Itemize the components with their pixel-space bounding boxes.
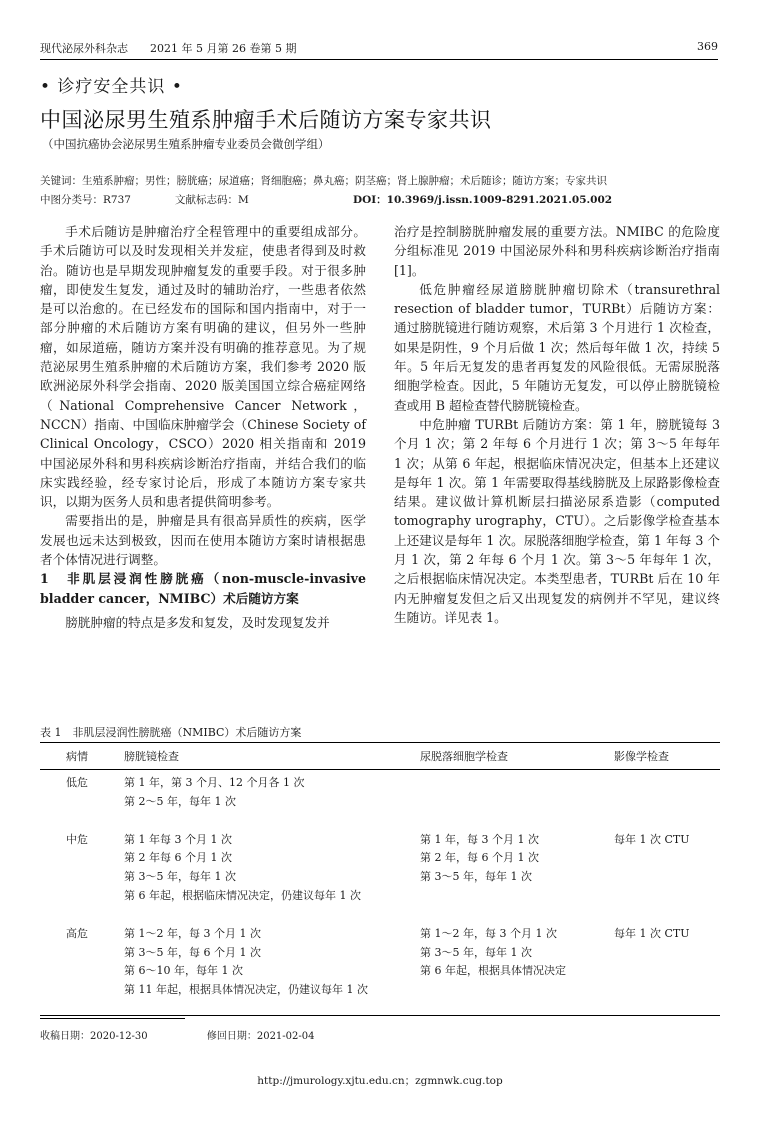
cell-line: 第 1 年每 3 个月 1 次	[124, 832, 232, 846]
cell-line: 第 1 年，第 3 个月、12 个月各 1 次	[124, 776, 305, 789]
table-row	[40, 921, 720, 1016]
cytology-cell	[420, 770, 614, 827]
column-header: 尿脱落细胞学检查	[420, 743, 614, 770]
header-rule	[40, 59, 718, 60]
page-number: 369	[697, 40, 718, 53]
paragraph: 需要指出的是，肿瘤是具有很高异质性的疾病，医学发展也远未达到极致，因而在使用本随访方案时请根据患者个体情况进行调整。	[40, 513, 366, 568]
section-heading: 1 非肌层浸润性膀胱癌（non-muscle-invasive bladder cancer，NMIBC）术后随访方案	[40, 571, 366, 606]
received-date: 收稿日期：2020-12-30	[40, 1031, 148, 1042]
cell-line: 第 2 年，每 6 个月 1 次	[420, 851, 539, 865]
cell-line: 第 6 年起，根据临床情况决定，仍建议每年 1 次	[124, 888, 361, 902]
running-header	[40, 40, 718, 58]
cystoscopy-cell	[124, 921, 420, 1016]
cystoscopy-cell	[124, 827, 420, 921]
cell-line: 第 3～5 年，每 6 个月 1 次	[124, 945, 261, 959]
table-caption: 表 1 非肌层浸润性膀胱癌（NMIBC）术后随访方案	[40, 726, 302, 739]
cell-line: 第 2 年每 6 个月 1 次	[124, 851, 232, 865]
risk-cell: 低危	[66, 776, 88, 789]
cystoscopy-cell	[124, 770, 420, 827]
journal-info: 现代泌尿外科杂志 2021 年 5 月第 26 卷第 5 期	[40, 42, 297, 55]
column-header: 影像学检查	[614, 743, 720, 770]
imaging-cell: 每年 1 次 CTU	[614, 921, 720, 1016]
imaging-cell	[614, 770, 720, 827]
cell-line: 第 3～5 年，每年 1 次	[420, 945, 532, 959]
cell-line: 第 2～5 年，每年 1 次	[124, 794, 236, 808]
keywords: 关键词：生殖系肿瘤；男性；膀胱癌；尿道癌；肾细胞癌；鼻丸癌；阴茎癌；肾上腺肿瘤；术后随诊；随访方案；专家共识	[40, 175, 607, 187]
body-column-right	[394, 222, 720, 627]
table-row	[40, 770, 720, 827]
cell-line: 第 1～2 年，每 3 个月 1 次	[420, 926, 557, 940]
document-code: 文献标志码：M	[175, 194, 249, 206]
column-header: 膀胱镜检查	[124, 743, 420, 770]
paragraph: 手术后随访是肿瘤治疗全程管理中的重要组成部分。手术后随访可以及时发现相关并发症，使患者得到及时救治。随访也是早期发现肿瘤复发的重要手段。对于很多肿瘤，即使发生复发，通过及时的辅助治疗，一些患者依然是可以治愈的。在已经发布的国际和国内指南中，对于一部分肿瘤的术后随访方案有明确的建议，但另外一些肿瘤，如尿道癌，随访方案并没有明确的推荐意见。为了规范泌尿男生殖系肿瘤的术后随访方案，我们参考 2020 版欧洲泌尿外科学会指南、2020 版美国国立综合癌症网络（National Comprehensive Cancer Network，NCCN）指南、中国临床肿瘤学会（Chinese Society of Clinical Oncology，CSCO）2020 相关指南和 2019 中国泌尿外科和男科疾病诊断治疗指南，并结合我们的临床实践经验，经专家讨论后，形成了本随访方案专家共识，以期为医务人员和患者提供简明参考。	[40, 224, 366, 510]
cell-line: 第 11 年起，根据具体情况决定，仍建议每年 1 次	[124, 983, 368, 997]
imaging-cell: 每年 1 次 CTU	[614, 832, 690, 846]
table-row	[40, 827, 720, 921]
doi: DOI：10.3969/j.issn.1009-8291.2021.05.002	[353, 194, 613, 206]
paragraph: 膀胱肿瘤的特点是多发和复发，及时发现复发并	[65, 614, 330, 630]
body-column-left	[40, 222, 366, 632]
cytology-cell	[420, 921, 614, 1016]
section-label: • 诊疗安全共识 •	[40, 77, 183, 97]
footnote	[40, 1027, 371, 1042]
table-header-row	[40, 743, 720, 770]
classification-line	[40, 192, 720, 206]
column-header: 病情	[40, 743, 124, 770]
risk-cell: 中危	[66, 832, 88, 846]
paragraph: 治疗是控制膀胱肿瘤发展的重要方法。NMIBC 的危险度分组标准见 2019 中国泌尿外科和男科疾病诊断治疗指南[1]。	[394, 224, 720, 278]
cell-line: 第 1～2 年，每 3 个月 1 次	[124, 926, 261, 940]
footer-url[interactable]: http://jmurology.xjtu.edu.cn；zgmnwk.cug.top	[257, 1075, 503, 1087]
cytology-cell	[420, 827, 614, 921]
revised-date: 修回日期：2021-02-04	[206, 1031, 315, 1042]
followup-table	[40, 742, 720, 1016]
page-title: 中国泌尿男生殖系肿瘤手术后随访方案专家共识	[40, 108, 492, 132]
paragraph: 低危肿瘤经尿道膀胱肿瘤切除术（transurethral resection of bladder tumor，TURBt）后随访方案：通过膀胱镜进行随访观察，术后第 3 个月进行 1 次检查，如果是阴性，9 个月后做 1 次；然后每年做 1 次，持续 5 年。5 年后无复发的患者再复发的风险很低。无需尿脱落细胞学检查。因此，5 年随访无复发，可以停止膀胱镜检查或用 B 超检查替代膀胱镜检查。	[394, 281, 720, 413]
cell-line: 第 6 年起，根据具体情况决定	[420, 964, 566, 978]
risk-cell: 高危	[40, 921, 124, 1016]
cell-line: 第 3～5 年，每年 1 次	[124, 870, 236, 884]
cell-line: 第 3～5 年，每年 1 次	[420, 870, 532, 884]
cell-line: 第 1 年，每 3 个月 1 次	[420, 832, 539, 846]
clc-code: 中图分类号：R737	[40, 194, 131, 206]
paragraph: 中危肿瘤 TURBt 后随访方案：第 1 年，膀胱镜每 3 个月 1 次；第 2 年每 6 个月进行 1 次；第 3～5 年每年 1 次；从第 6 年起，根据临床情况决定，但基本上还建议是每年 1 次。第 1 年需要取得基线膀胱及上尿路影像检查结果。建议做计算机断层扫描泌尿系造影（computed tomography urography，CTU）。之后影像学检查基本上还建议是每年 1 次。尿脱落细胞学检查，第 1 年每 3 个月 1 次，第 2 年每 6 个月 1 次。第 3～5 年每年 1 次，之后根据临床情况决定。本类型患者，TURBt 后在 10 年内无肿瘤复发但之后又出现复发的病例并不罕见，建议终生随访。详见表 1。	[394, 416, 720, 625]
cell-line: 第 6～10 年，每年 1 次	[124, 964, 243, 978]
authors: （中国抗癌协会泌尿男生殖系肿瘤专业委员会微创学组）	[42, 137, 330, 151]
footnote-rule	[40, 1018, 185, 1019]
